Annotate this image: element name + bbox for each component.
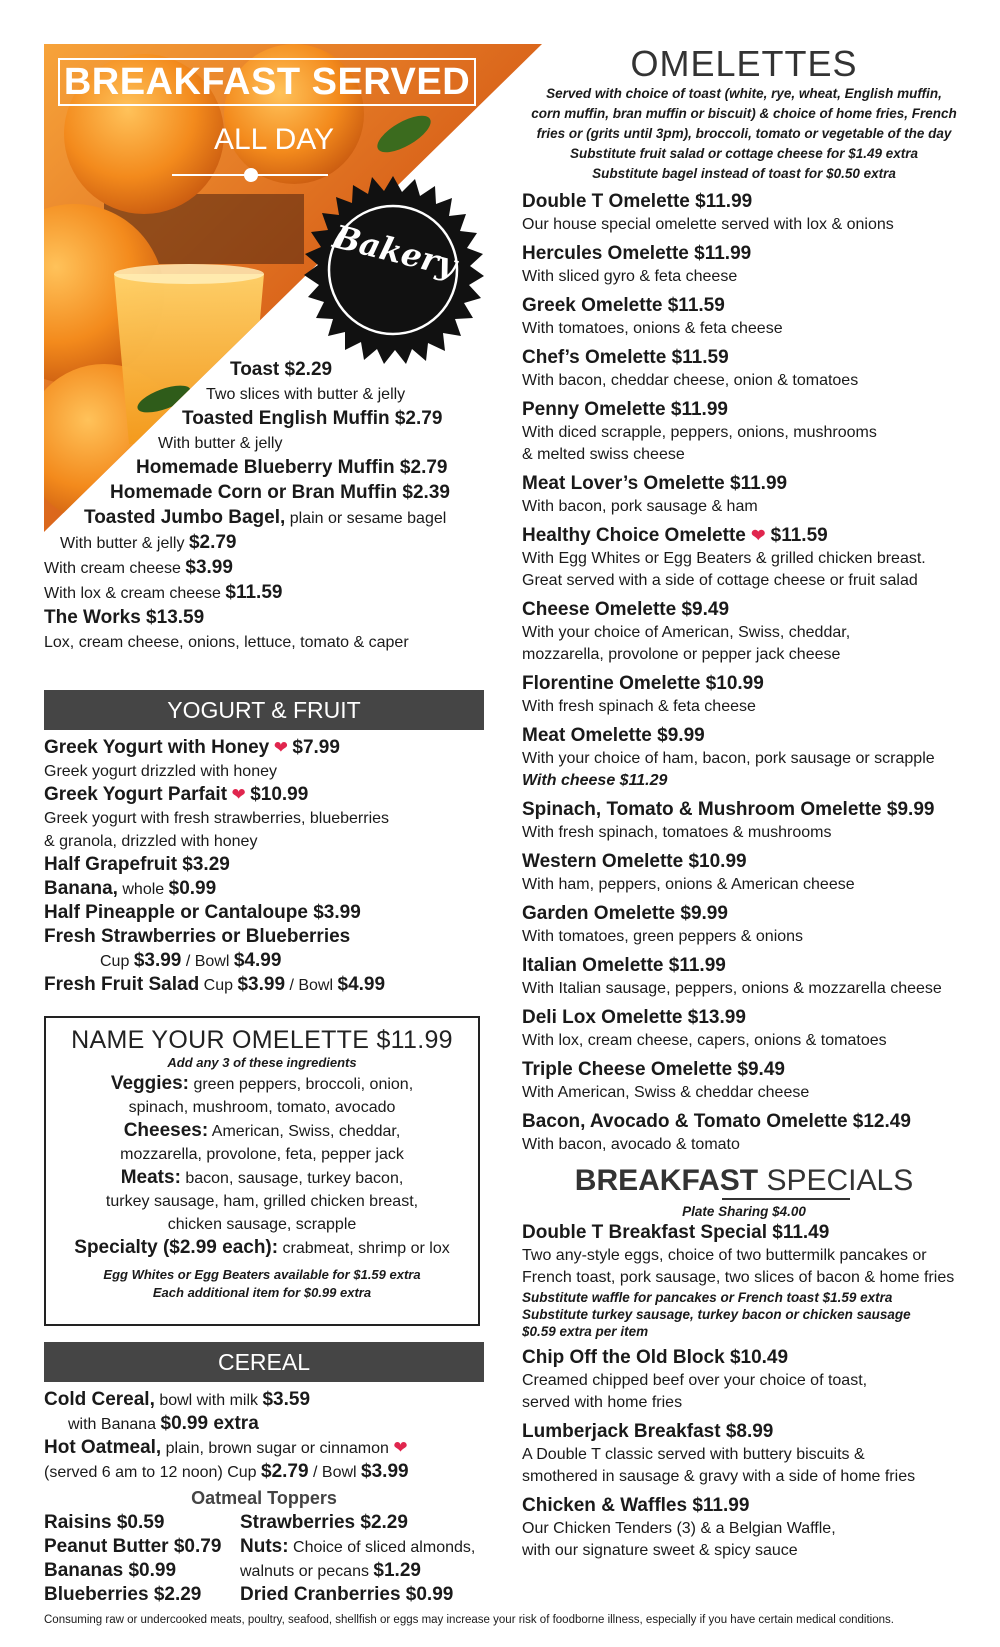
section-heading: CEREAL xyxy=(44,1342,484,1382)
omelette-item: Garden Omelette $9.99 With tomatoes, green peppers & onions xyxy=(522,903,804,945)
omelettes-column xyxy=(522,44,966,1562)
omelette-item: Italian Omelette $11.99 With Italian sausage, peppers, onions & mozzarella cheese xyxy=(522,955,942,997)
item-description: Greek yogurt with fresh strawberries, blueberries xyxy=(44,810,390,827)
special-item: Lumberjack Breakfast $8.99 A Double T classic served with buttery biscuits & smothered in sausage & gravy with a side of home fries xyxy=(522,1421,916,1485)
bakery-list xyxy=(44,358,484,655)
omelettes-note: Substitute bagel instead of toast for $0.50 extra xyxy=(592,166,896,181)
list-item: Hot Oatmeal, plain, brown sugar or cinnamon ❤ xyxy=(44,1437,408,1458)
list-item: Dried Cranberries $0.99 xyxy=(240,1584,454,1605)
omelette-item: Meat Omelette $9.99 With your choice of ham, bacon, pork sausage or scrapple With cheese $11.29 xyxy=(522,725,935,789)
heart-icon: ❤ xyxy=(393,1438,408,1457)
omelettes-note: corn muffin, bran muffin or biscuit) & choice of home fries, French xyxy=(531,106,957,121)
nyo-footnote-2: Each additional item for $0.99 extra xyxy=(152,1285,372,1300)
omelettes-note: Served with choice of toast (white, rye, wheat, English muffin, xyxy=(546,86,942,101)
nyo-veggies: Veggies: green peppers, broccoli, onion, xyxy=(110,1073,414,1094)
list-item: Greek Yogurt Parfait ❤ $10.99 xyxy=(44,784,309,805)
item-description: Greek yogurt drizzled with honey xyxy=(44,763,277,780)
nyo-meats-2: turkey sausage, ham, grilled chicken breast, xyxy=(105,1193,419,1210)
nyo-meats-3: chicken sausage, scrapple xyxy=(167,1216,357,1233)
health-disclaimer: Consuming raw or undercooked meats, poultry, seafood, shellfish or eggs may increase your risk of foodborne illness, especially if you have certain medical conditions. xyxy=(44,1614,894,1626)
nyo-footnote-1: Egg Whites or Egg Beaters available for $1.59 extra xyxy=(103,1267,421,1282)
list-item: Strawberries $2.29 xyxy=(240,1512,408,1533)
list-item: With lox & cream cheese $11.59 xyxy=(44,582,283,603)
omelette-item: Penny Omelette $11.99 With diced scrapple, peppers, onions, mushrooms & melted swiss cheese xyxy=(522,399,877,463)
list-item: Blueberries $2.29 xyxy=(44,1584,202,1605)
omelette-item: Bacon, Avocado & Tomato Omelette $12.49 With bacon, avocado & tomato xyxy=(522,1111,911,1153)
nyo-cheeses: Cheeses: American, Swiss, cheddar, xyxy=(123,1120,401,1141)
special-item: Chicken & Waffles $11.99 Our Chicken Tenders (3) & a Belgian Waffle, with our signature sweet & spicy sauce xyxy=(522,1495,836,1559)
list-item: Cup $3.99 / Bowl $4.99 xyxy=(100,950,282,971)
special-item: Chip Off the Old Block $10.49 Creamed chipped beef over your choice of toast, served with home fries xyxy=(522,1347,868,1411)
list-item: With cream cheese $3.99 xyxy=(44,557,233,578)
list-item: (served 6 am to 12 noon) Cup $2.79 / Bowl $3.99 xyxy=(44,1461,409,1482)
omelette-item: Cheese Omelette $9.49 With your choice of American, Swiss, cheddar, mozzarella, provolone or pepper jack cheese xyxy=(522,599,851,663)
oatmeal-toppers xyxy=(44,1511,484,1607)
oatmeal-toppers-title: Oatmeal Toppers xyxy=(191,1488,337,1508)
yogurt-fruit-section xyxy=(44,684,484,997)
nyo-specialty: Specialty ($2.99 each): crabmeat, shrimp or lox xyxy=(74,1237,450,1258)
omelette-item: Triple Cheese Omelette $9.49 With American, Swiss & cheddar cheese xyxy=(522,1059,810,1101)
list-item: Peanut Butter $0.79 xyxy=(44,1536,222,1557)
list-item: Raisins $0.59 xyxy=(44,1512,165,1533)
breakfast-served-title: BREAKFAST SERVED xyxy=(58,58,476,106)
list-item: Homemade Blueberry Muffin $2.79 xyxy=(136,457,448,478)
list-item: Half Pineapple or Cantaloupe $3.99 xyxy=(44,902,361,923)
list-item: Cold Cereal, bowl with milk $3.59 xyxy=(44,1389,311,1410)
list-item: The Works $13.59 xyxy=(44,607,205,628)
plate-sharing-note: Plate Sharing $4.00 xyxy=(682,1204,806,1219)
list-item: Banana, whole $0.99 xyxy=(44,878,217,899)
omelettes-heading: OMELETTES xyxy=(630,43,858,84)
list-item: Bananas $0.99 xyxy=(44,1560,177,1581)
nyo-cheeses-2: mozzarella, provolone, feta, pepper jack xyxy=(120,1146,404,1163)
omelette-item: Chef’s Omelette $11.59 With bacon, cheddar cheese, onion & tomatoes xyxy=(522,347,859,389)
special-item: Double T Breakfast Special $11.49 Two any-style eggs, choice of two buttermilk pancakes or French toast, pork sausage, two slices of bacon & home fries Substitute waffle for pancakes or French toast $1.59 extra Substitute turkey sausage, turkey bacon or chicken sausage $0.59 extra per item xyxy=(522,1222,955,1339)
nyo-veggies-2: spinach, mushroom, tomato, avocado xyxy=(128,1099,396,1116)
omelette-item: Greek Omelette $11.59 With tomatoes, onions & feta cheese xyxy=(522,295,783,337)
omelette-item: Deli Lox Omelette $13.99 With lox, cream cheese, capers, onions & tomatoes xyxy=(522,1007,887,1049)
divider-line xyxy=(722,1198,850,1200)
nyo-title: NAME YOUR OMELETTE $11.99 xyxy=(71,1026,453,1054)
list-item: With butter & jelly xyxy=(158,435,283,452)
omelette-item: Double T Omelette $11.99 Our house special omelette served with lox & onions xyxy=(522,191,894,233)
omelette-item: Western Omelette $10.99 With ham, peppers, onions & American cheese xyxy=(522,851,855,893)
list-item: Two slices with butter & jelly xyxy=(206,386,406,403)
omelettes-note: fries or (grits until 3pm), broccoli, tomato or vegetable of the day xyxy=(536,126,952,141)
list-item: Greek Yogurt with Honey ❤ $7.99 xyxy=(44,737,340,758)
list-item: Fresh Strawberries or Blueberries xyxy=(44,926,351,947)
omelettes-note: Substitute fruit salad or cottage cheese for $1.49 extra xyxy=(569,146,919,161)
omelette-item: Healthy Choice Omelette ❤ $11.59 With Egg Whites or Egg Beaters & grilled chicken breast. Great served with a side of cottage cheese or fruit salad xyxy=(522,525,926,589)
cereal-section xyxy=(44,1336,484,1607)
list-item: walnuts or pecans $1.29 xyxy=(240,1560,421,1581)
item-description: & granola, drizzled with honey xyxy=(44,833,258,850)
list-item: Nuts: Choice of sliced almonds, xyxy=(240,1536,476,1557)
list-item: Lox, cream cheese, onions, lettuce, tomato & caper xyxy=(44,634,409,651)
heart-icon: ❤ xyxy=(273,738,288,757)
nyo-meats: Meats: bacon, sausage, turkey bacon, xyxy=(120,1167,404,1188)
all-day-subtitle: ALL DAY xyxy=(213,123,335,156)
omelette-item: Hercules Omelette $11.99 With sliced gyro & feta cheese xyxy=(522,243,752,285)
list-item: Toasted Jumbo Bagel, plain or sesame bagel xyxy=(84,507,447,528)
omelette-item: Florentine Omelette $10.99 With fresh spinach & feta cheese xyxy=(522,673,764,715)
list-item: Homemade Corn or Bran Muffin $2.39 xyxy=(110,482,450,503)
section-heading: YOGURT & FRUIT xyxy=(44,690,484,730)
heart-icon: ❤ xyxy=(751,526,766,545)
list-item: Toast $2.29 xyxy=(230,359,333,380)
breakfast-specials-heading: BREAKFAST SPECIALS xyxy=(574,1164,914,1197)
list-item: with Banana $0.99 extra xyxy=(68,1413,259,1434)
omelette-item: Spinach, Tomato & Mushroom Omelette $9.99 With fresh spinach, tomatoes & mushrooms xyxy=(522,799,935,841)
list-item: Toasted English Muffin $2.79 xyxy=(182,408,443,429)
heart-icon: ❤ xyxy=(231,785,246,804)
nyo-add-note: Add any 3 of these ingredients xyxy=(167,1055,357,1070)
omelette-item: Meat Lover’s Omelette $11.99 With bacon, pork sausage & ham xyxy=(522,473,788,515)
list-item: With butter & jelly $2.79 xyxy=(60,532,237,553)
list-item: Half Grapefruit $3.29 xyxy=(44,854,230,875)
name-your-omelette-box xyxy=(44,1016,480,1326)
divider-dot xyxy=(244,168,258,182)
list-item: Fresh Fruit Salad Cup $3.99 / Bowl $4.99 xyxy=(44,974,386,995)
bakery-badge-label: Bakery xyxy=(329,217,461,285)
